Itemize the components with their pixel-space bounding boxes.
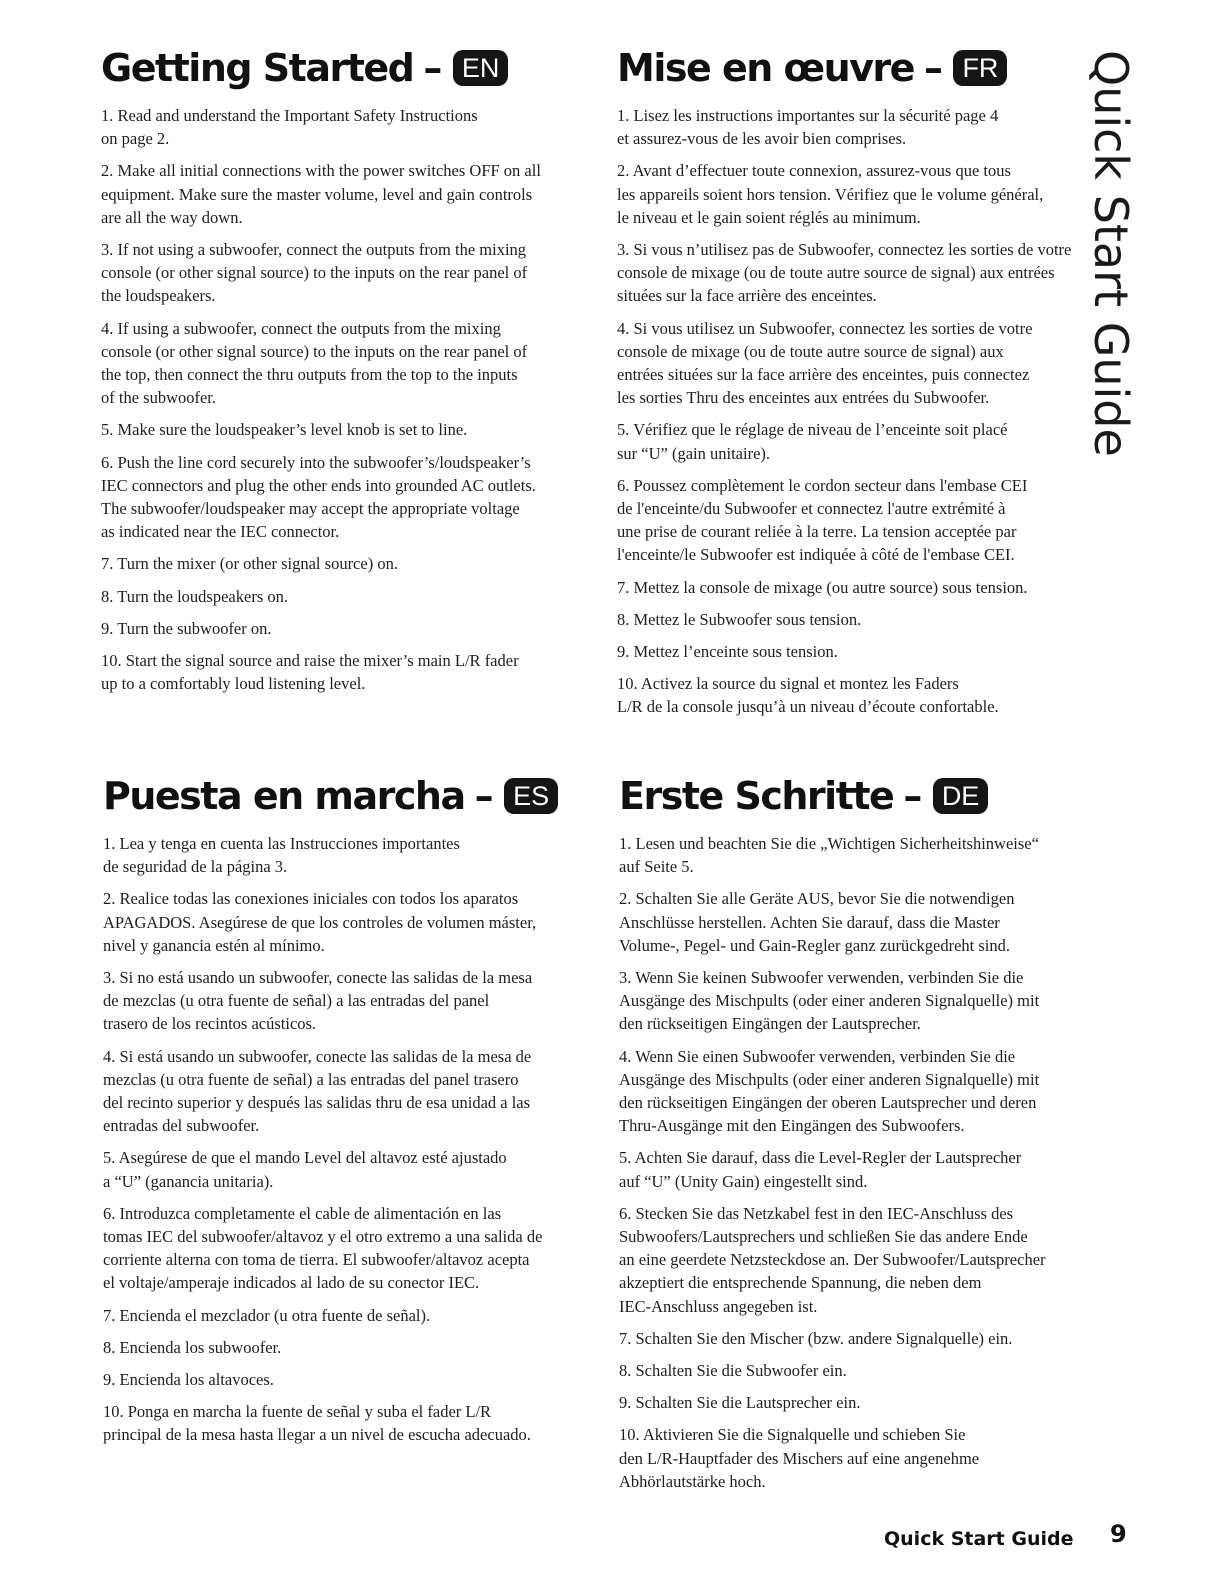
side-title-vertical: Quick Start Guide <box>1084 50 1138 457</box>
step-item: 9. Turn the subwoofer on. <box>101 618 272 638</box>
step-item: 10. Activez la source du signal et montez les Faders L/R de la console jusqu’à un niveau d’écoute confortable. <box>617 674 999 717</box>
step-item: 5. Vérifiez que le réglage de niveau de l’enceinte soit placé sur “U” (gain unitaire). <box>617 420 1008 463</box>
section-heading <box>619 774 1099 818</box>
step-item: 1. Lisez les instructions importantes sur la sécurité page 4 et assurez-vous de les avoir bien comprises. <box>617 106 999 149</box>
step-item: 2. Make all initial connections with the power switches OFF on all equipment. Make sure the master volume, level and gain controls are all the way down. <box>101 161 541 227</box>
page-number: 9 <box>1110 1520 1127 1548</box>
section-heading-text: Puesta en marcha <box>103 774 465 818</box>
step-item: 5. Asegúrese de que el mando Level del altavoz esté ajustado a “U” (ganancia unitaria). <box>103 1148 507 1191</box>
step-item: 9. Mettez l’enceinte sous tension. <box>617 642 838 662</box>
steps-list <box>619 832 1099 1493</box>
step-item: 4. If using a subwoofer, connect the outputs from the mixing console (or other signal source) to the inputs on the rear panel of the top, then connect the thru outputs from the top to the inputs of the subwoofer. <box>101 318 528 408</box>
heading-dash: – <box>903 774 921 818</box>
section-heading-text: Getting Started <box>101 46 414 90</box>
language-badge-en: EN <box>453 50 509 86</box>
step-item: 6. Stecken Sie das Netzkabel fest in den IEC-Anschluss des Subwoofers/Lautsprechers und schließen Sie das andere Ende an eine geerdete Netzsteckdose an. Der Subwoofer/Lautsprecher akzeptiert die entsprechende Spannung, die neben dem IEC-Anschluss angegeben ist. <box>619 1203 1046 1316</box>
step-item: 3. Wenn Sie keinen Subwoofer verwenden, verbinden Sie die Ausgänge des Mischpults (oder einer anderen Signalquelle) mit den rückseitigen Eingängen der Lautsprecher. <box>619 968 1040 1034</box>
step-item: 6. Poussez complètement le cordon secteur dans l'embase CEI de l'enceinte/du Subwoofer et connectez l'autre extrémité à une prise de courant reliée à la terre. La tension acceptée par l'enceinte/le Subwoofer est indiquée à côté de l'embase CEI. <box>617 475 1028 565</box>
language-badge-fr: FR <box>953 50 1007 86</box>
step-item: 10. Ponga en marcha la fuente de señal y suba el fader L/R principal de la mesa hasta llegar a un nivel de escucha adecuado. <box>103 1402 531 1445</box>
step-item: 2. Avant d’effectuer toute connexion, assurez-vous que tous les appareils soient hors tension. Vérifiez que le volume général, le niveau et le gain soient réglés au minimum. <box>617 161 1044 227</box>
step-item: 3. Si no está usando un subwoofer, conecte las salidas de la mesa de mezclas (u otra fuente de señal) a las entradas del panel trasero de los recintos acústicos. <box>103 968 533 1034</box>
step-item: 1. Lesen und beachten Sie die „Wichtigen Sicherheitshinweise“ auf Seite 5. <box>619 834 1039 877</box>
step-item: 5. Achten Sie darauf, dass die Level-Regler der Lautsprecher auf “U” (Unity Gain) eingestellt sind. <box>619 1148 1022 1191</box>
step-item: 4. Si está usando un subwoofer, conecte las salidas de la mesa de mezclas (u otra fuente de señal) a las entradas del panel trasero del recinto superior y después las salidas thru de esa unidad a las entradas del subwoofer. <box>103 1046 532 1136</box>
heading-dash: – <box>474 774 493 818</box>
section-heading-text: Erste Schritte <box>619 774 894 818</box>
step-item: 4. Si vous utilisez un Subwoofer, connectez les sorties de votre console de mixage (ou de toute autre source de signal) aux entrées situées sur la face arrière des enceintes, puis connectez les sorties Thru des enceintes aux entrées du Subwoofer. <box>617 318 1033 408</box>
step-item: 8. Encienda los subwoofer. <box>103 1337 282 1357</box>
step-item: 10. Aktivieren Sie die Signalquelle und schieben Sie den L/R-Hauptfader des Mischers auf eine angenehme Abhörlautstärke hoch. <box>619 1425 980 1491</box>
footer-title: Quick Start Guide <box>884 1528 1074 1550</box>
step-item: 7. Encienda el mezclador (u otra fuente de señal). <box>103 1305 431 1325</box>
steps-list <box>101 104 591 695</box>
step-item: 10. Start the signal source and raise the mixer’s main L/R fader up to a comfortably loud listening level. <box>101 651 519 694</box>
step-item: 9. Schalten Sie die Lautsprecher ein. <box>619 1393 861 1413</box>
step-item: 2. Realice todas las conexiones iniciales con todos los aparatos APAGADOS. Asegúrese de que los controles de volumen máster, nivel y ganancia estén al mínimo. <box>103 889 537 955</box>
section-heading <box>103 774 593 818</box>
step-item: 3. If not using a subwoofer, connect the outputs from the mixing console (or other signal source) to the inputs on the rear panel of the loudspeakers. <box>101 240 528 306</box>
step-item: 8. Mettez le Subwoofer sous tension. <box>617 609 862 629</box>
steps-list <box>103 832 593 1447</box>
step-item: 7. Schalten Sie den Mischer (bzw. andere Signalquelle) ein. <box>619 1328 1013 1348</box>
section-es <box>103 774 593 1456</box>
section-heading <box>101 46 591 90</box>
step-item: 8. Turn the loudspeakers on. <box>101 586 288 606</box>
step-item: 6. Introduzca completamente el cable de alimentación en las tomas IEC del subwoofer/altavoz y el otro extremo a una salida de corriente alterna con toma de tierra. El subwoofer/altavoz acepta el voltaje/amperaje indicados al lado de su conector IEC. <box>103 1203 543 1293</box>
heading-dash: – <box>923 46 942 90</box>
section-de <box>619 774 1099 1502</box>
step-item: 1. Lea y tenga en cuenta las Instrucciones importantes de seguridad de la página 3. <box>103 834 460 877</box>
step-item: 5. Make sure the loudspeaker’s level knob is set to line. <box>101 420 468 440</box>
step-item: 2. Schalten Sie alle Geräte AUS, bevor Sie die notwendigen Anschlüsse herstellen. Achten Sie darauf, dass die Master Volume-, Pegel- und Gain-Regler ganz zurückgedreht sind. <box>619 889 1015 955</box>
step-item: 8. Schalten Sie die Subwoofer ein. <box>619 1361 847 1381</box>
section-heading-text: Mise en œuvre <box>617 46 914 90</box>
section-heading <box>617 46 1097 90</box>
language-badge-es: ES <box>504 778 558 814</box>
step-item: 4. Wenn Sie einen Subwoofer verwenden, verbinden Sie die Ausgänge des Mischpults (oder einer anderen Signalquelle) mit den rückseitigen Eingängen der oberen Lautsprecher und deren Thru-Ausgänge mit den Eingängen des Subwoofers. <box>619 1046 1040 1136</box>
section-en <box>101 46 591 704</box>
step-item: 1. Read and understand the Important Safety Instructions on page 2. <box>101 106 478 149</box>
steps-list <box>617 104 1097 719</box>
section-fr <box>617 46 1097 728</box>
step-item: 9. Encienda los altavoces. <box>103 1370 274 1390</box>
step-item: 7. Turn the mixer (or other signal source) on. <box>101 554 398 574</box>
heading-dash: – <box>423 46 441 90</box>
step-item: 6. Push the line cord securely into the subwoofer’s/loudspeaker’s IEC connectors and plug the other ends into grounded AC outlets. The subwoofer/loudspeaker may accept the appropriate voltage as indicated near the IEC connector. <box>101 452 536 542</box>
language-badge-de: DE <box>933 778 989 814</box>
step-item: 7. Mettez la console de mixage (ou autre source) sous tension. <box>617 577 1028 597</box>
step-item: 3. Si vous n’utilisez pas de Subwoofer, connectez les sorties de votre console de mixage (ou de toute autre source de signal) aux entrées situées sur la face arrière des enceintes. <box>617 240 1072 306</box>
